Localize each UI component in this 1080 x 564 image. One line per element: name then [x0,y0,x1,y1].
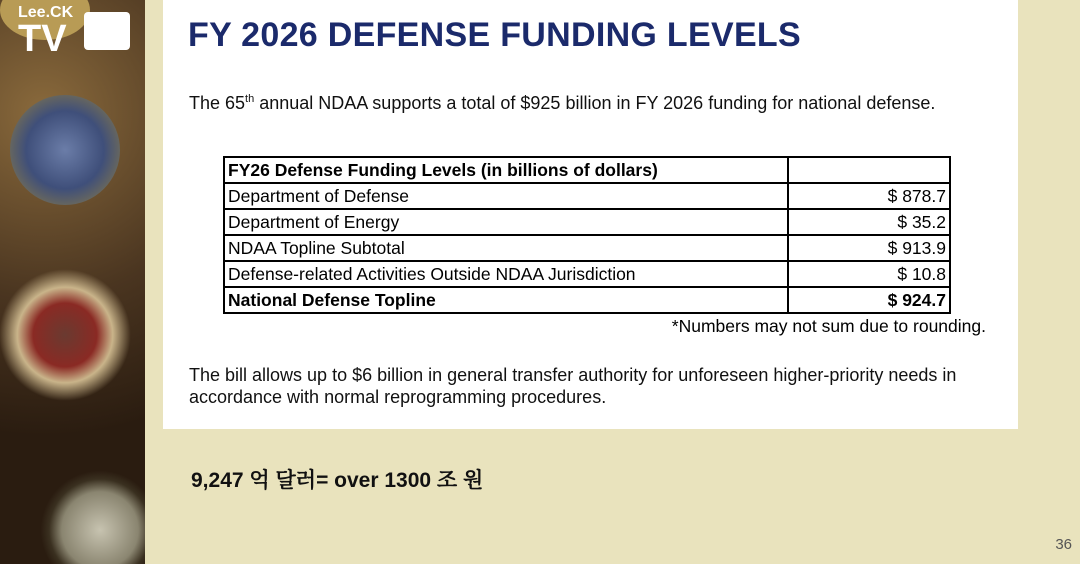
table-row [224,209,950,235]
row-value: $ 878.7 [788,183,950,209]
rounding-note: *Numbers may not sum due to rounding. [671,316,986,336]
table-header-empty [788,157,950,183]
row-label: Department of Defense [224,183,788,209]
slide-panel [163,0,1018,429]
table-row [224,261,950,287]
annotation-text: 9,247 억 달러= over 1300 조 원 [191,469,484,492]
intro-paragraph [189,88,989,114]
table-total-row [224,287,950,313]
tv-airplane-icon [84,12,130,50]
logo-tv-text: TV [18,18,67,60]
intro-sup: th [245,93,255,105]
logo-text: Lee.CK [18,4,74,21]
row-label: Department of Energy [224,209,788,235]
table-row [224,235,950,261]
intro-text: The 65 [189,93,246,113]
row-value: $ 35.2 [788,209,950,235]
decorative-medal-image [0,0,145,564]
row-value: $ 10.8 [788,261,950,287]
table-header: FY26 Defense Funding Levels (in billions of dollars) [224,157,788,183]
table-header-row [224,157,950,183]
funding-table [223,156,951,314]
table-row [224,183,950,209]
channel-logo [18,4,74,60]
row-value: $ 913.9 [788,235,950,261]
closing-paragraph: The bill allows up to $6 billion in general transfer authority for unforeseen higher-priority needs in accordance with normal reprogramming procedures. [189,365,957,407]
row-label: NDAA Topline Subtotal [224,235,788,261]
intro-text-rest: annual NDAA supports a total of $925 billion in FY 2026 funding for national defense. [254,93,936,113]
row-label: Defense-related Activities Outside NDAA Jurisdiction [224,261,788,287]
page-number: 36 [1055,536,1072,553]
slide-title: FY 2026 DEFENSE FUNDING LEVELS [188,16,801,54]
row-label: National Defense Topline [224,287,788,313]
row-value: $ 924.7 [788,287,950,313]
